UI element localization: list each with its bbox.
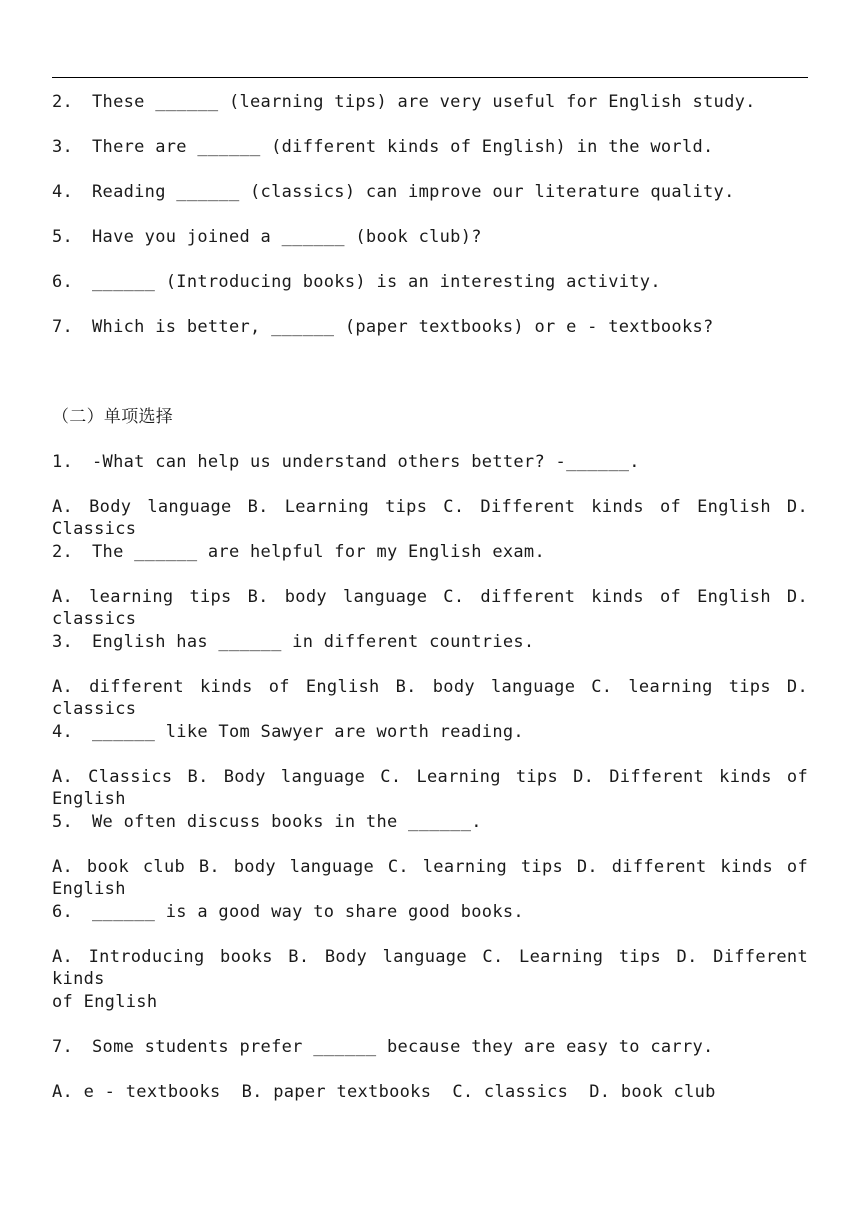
question-text: ______ like Tom Sawyer are worth reading. bbox=[92, 722, 524, 742]
question-stem bbox=[52, 901, 812, 923]
item-number: 3. bbox=[52, 137, 74, 157]
item-number: 4. bbox=[52, 182, 74, 202]
exercise-item bbox=[52, 91, 812, 113]
question-number: 4. bbox=[52, 722, 74, 742]
question-text: English has ______ in different countries. bbox=[92, 632, 535, 652]
question-number: 2. bbox=[52, 542, 74, 562]
item-text: ______ (Introducing books) is an interesting activity. bbox=[92, 272, 661, 292]
item-number: 6. bbox=[52, 272, 74, 292]
question-options: A. learning tips B. body language C. different kinds of English D. classics bbox=[52, 587, 808, 629]
exercise-item bbox=[52, 226, 812, 248]
exercise-item bbox=[52, 316, 812, 338]
header-rule bbox=[52, 77, 808, 78]
question-stem bbox=[52, 1036, 812, 1058]
question-options: A. Introducing books B. Body language C. Learning tips D. Different kinds bbox=[52, 947, 808, 989]
question-text: We often discuss books in the ______. bbox=[92, 812, 482, 832]
question-number: 3. bbox=[52, 632, 74, 652]
question-number: 6. bbox=[52, 902, 74, 922]
question-stem bbox=[52, 811, 812, 833]
question-options: A. different kinds of English B. body language C. learning tips D. classics bbox=[52, 677, 808, 719]
exercise-item bbox=[52, 181, 812, 203]
question-text: The ______ are helpful for my English exam. bbox=[92, 542, 545, 562]
item-number: 5. bbox=[52, 227, 74, 247]
question-text: Some students prefer ______ because they are easy to carry. bbox=[92, 1037, 714, 1057]
item-text: These ______ (learning tips) are very useful for English study. bbox=[92, 92, 756, 112]
item-text: Reading ______ (classics) can improve our literature quality. bbox=[92, 182, 735, 202]
question-stem bbox=[52, 631, 812, 653]
question-stem bbox=[52, 721, 812, 743]
exercise-item bbox=[52, 271, 812, 293]
question-options-continued: of English bbox=[52, 992, 158, 1012]
item-text: Which is better, ______ (paper textbooks) or e - textbooks? bbox=[92, 317, 714, 337]
question-stem bbox=[52, 541, 812, 563]
item-text: There are ______ (different kinds of English) in the world. bbox=[92, 137, 714, 157]
question-options: A. Classics B. Body language C. Learning tips D. Different kinds of English bbox=[52, 767, 808, 809]
section-heading: （二）单项选择 bbox=[52, 407, 174, 427]
exercise-item bbox=[52, 136, 812, 158]
question-number: 1. bbox=[52, 452, 74, 472]
item-text: Have you joined a ______ (book club)? bbox=[92, 227, 482, 247]
question-number: 7. bbox=[52, 1037, 74, 1057]
question-options: A. Body language B. Learning tips C. Different kinds of English D. Classics bbox=[52, 497, 808, 539]
item-number: 2. bbox=[52, 92, 74, 112]
question-text: ______ is a good way to share good books. bbox=[92, 902, 524, 922]
question-number: 5. bbox=[52, 812, 74, 832]
question-options: A. e - textbooks B. paper textbooks C. classics D. book club bbox=[52, 1082, 716, 1102]
question-options: A. book club B. body language C. learning tips D. different kinds of English bbox=[52, 857, 808, 899]
item-number: 7. bbox=[52, 317, 74, 337]
question-text: -What can help us understand others better? -______. bbox=[92, 452, 640, 472]
question-stem bbox=[52, 451, 812, 473]
